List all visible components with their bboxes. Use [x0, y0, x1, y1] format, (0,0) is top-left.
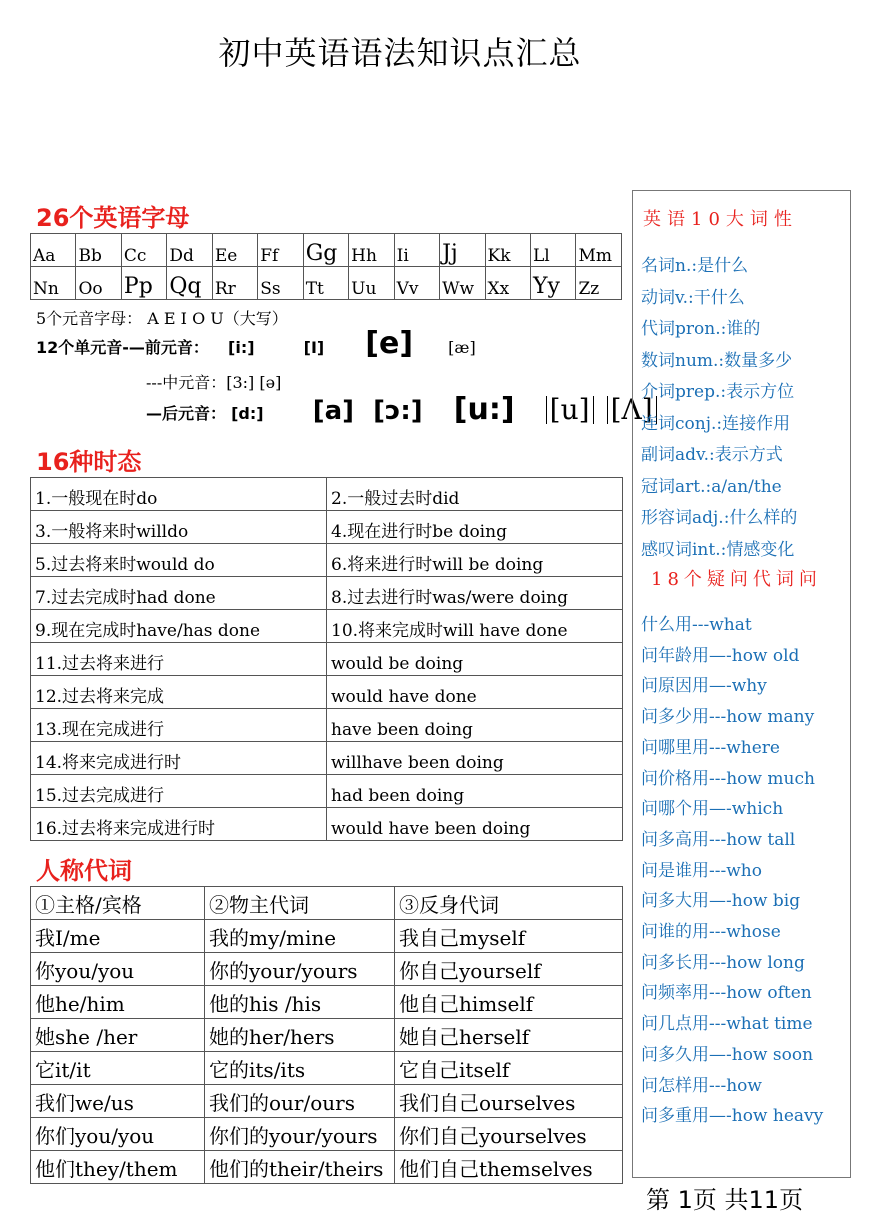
question-word-item: 问多重用—-how heavy — [641, 1106, 824, 1127]
alphabet-cell: Uu — [349, 267, 394, 300]
alphabet-cell: Hh — [349, 234, 394, 267]
tense-cell: 11.过去将来进行 — [31, 643, 327, 676]
question-word-item: 问谁的用---whose — [641, 922, 781, 942]
question-word-item: 问几点用---what time — [641, 1014, 813, 1035]
alphabet-cell: Ii — [394, 234, 439, 267]
phonetic-symbol: [æ] — [448, 338, 476, 357]
part-of-speech-item: 数词num.:数量多少 — [641, 350, 793, 371]
pronoun-cell: 她自己herself — [395, 1019, 623, 1052]
pronoun-cell: 它的its/its — [205, 1052, 395, 1085]
question-word-item: 问频率用---how often — [641, 983, 812, 1004]
question-word-item: 什么用---what — [641, 615, 752, 635]
question-word-item: 问价格用---how much — [641, 768, 815, 789]
pronoun-cell: 他的his /his — [205, 986, 395, 1019]
tense-cell: had been doing — [327, 775, 623, 808]
tense-cell: 16.过去将来完成进行时 — [31, 808, 327, 841]
pronoun-cell: 你们的your/yours — [205, 1118, 395, 1151]
pronoun-cell: 它it/it — [31, 1052, 205, 1085]
alphabet-cell: Mm — [576, 234, 622, 267]
pronoun-cell: 你们you/you — [31, 1118, 205, 1151]
phonetic-symbol: [u:] — [453, 392, 515, 427]
pronoun-row — [31, 1118, 623, 1151]
question-word-item: 问多大用—-how big — [641, 891, 801, 912]
part-of-speech-item: 副词adv.:表示方式 — [641, 445, 783, 465]
alphabet-cell: Cc — [121, 234, 166, 267]
tense-row — [31, 742, 623, 775]
question-words-heading: 18个疑问代词问 — [651, 569, 822, 590]
phonetic-symbol: [d:] — [231, 404, 264, 423]
alphabet-cell: Zz — [576, 267, 622, 300]
tense-cell: 2.一般过去时did — [327, 478, 623, 511]
tense-row — [31, 478, 623, 511]
tense-cell: would have done — [327, 676, 623, 709]
pronoun-row — [31, 1052, 623, 1085]
pronoun-header-row — [31, 887, 623, 920]
alphabet-cell: Ll — [530, 234, 575, 267]
page-number: 第 1页 共11页 — [646, 1186, 804, 1214]
question-word-item: 问年龄用—-how old — [641, 645, 800, 666]
question-word-item: 问多久用—-how soon — [641, 1044, 814, 1065]
pronoun-cell: 他自己himself — [395, 986, 623, 1019]
tense-cell: 10.将来完成时will have done — [327, 610, 623, 643]
pronoun-cell: 她she /her — [31, 1019, 205, 1052]
tense-cell: 5.过去将来时would do — [31, 544, 327, 577]
front-vowels-line — [36, 326, 476, 360]
pronoun-cell: 你you/you — [31, 953, 205, 986]
pronoun-cell: ②物主代词 — [205, 887, 395, 920]
question-word-item: 问怎样用---how — [641, 1075, 762, 1096]
tense-cell: 13.现在完成进行 — [31, 709, 327, 742]
tense-cell: 14.将来完成进行时 — [31, 742, 327, 775]
tense-row — [31, 610, 623, 643]
pronoun-cell: 我们we/us — [31, 1085, 205, 1118]
pronoun-row — [31, 953, 623, 986]
pronoun-cell: 我自己myself — [395, 920, 623, 953]
alphabet-cell: Oo — [76, 267, 121, 300]
tense-cell: 7.过去完成时had done — [31, 577, 327, 610]
alphabet-cell: Ff — [258, 234, 303, 267]
pronoun-cell: 我们的our/ours — [205, 1085, 395, 1118]
question-word-item: 问多少用---how many — [641, 707, 815, 728]
alphabet-cell: Bb — [76, 234, 121, 267]
alphabet-cell: Qq — [167, 267, 212, 300]
part-of-speech-item: 代词pron.:谁的 — [641, 319, 761, 339]
alphabet-cell: Ee — [212, 234, 257, 267]
pronoun-cell: 我的my/mine — [205, 920, 395, 953]
phonetic-symbol: [i:] — [228, 338, 255, 357]
tense-cell: willhave been doing — [327, 742, 623, 775]
tense-cell: 4.现在进行时be doing — [327, 511, 623, 544]
alphabet-cell: Ss — [258, 267, 303, 300]
phonetic-symbol: [ɔ:] — [373, 396, 423, 426]
question-word-item: 问哪里用---where — [641, 737, 780, 758]
pronoun-cell: 你们自己yourselves — [395, 1118, 623, 1151]
pronoun-cell: 他们they/them — [31, 1151, 205, 1184]
phonetic-symbol: [a] — [312, 396, 354, 426]
alphabet-cell: Gg — [303, 234, 348, 267]
pronoun-row — [31, 1151, 623, 1184]
question-word-item: 问原因用—-why — [641, 676, 767, 697]
tense-row — [31, 709, 623, 742]
part-of-speech-item: 形容词adj.:什么样的 — [641, 508, 798, 528]
alphabet-cell: Rr — [212, 267, 257, 300]
alphabet-cell: Pp — [121, 267, 166, 300]
phonetic-symbol: [u] — [546, 396, 594, 424]
tense-row — [31, 544, 623, 577]
pronoun-cell: 她的her/hers — [205, 1019, 395, 1052]
pronoun-cell: 他们自己themselves — [395, 1151, 623, 1184]
part-of-speech-item: 冠词art.:a/an/the — [641, 476, 782, 497]
tense-cell: 12.过去将来完成 — [31, 676, 327, 709]
question-word-item: 问多高用---how tall — [641, 829, 796, 850]
alphabet-cell: Yy — [530, 267, 575, 300]
alphabet-cell: Dd — [167, 234, 212, 267]
pronoun-row — [31, 1019, 623, 1052]
tense-cell: have been doing — [327, 709, 623, 742]
parts-of-speech-heading: 英语10大词性 — [643, 209, 798, 230]
part-of-speech-item: 介词prep.:表示方位 — [641, 382, 795, 402]
pronoun-row — [31, 986, 623, 1019]
part-of-speech-item: 连词conj.:连接作用 — [641, 413, 791, 434]
back-vowels-label: —后元音： — [146, 404, 227, 423]
vowel-letters-line: 5个元音字母： A E I O U（大写） — [36, 309, 288, 328]
pronoun-cell: ③反身代词 — [395, 887, 623, 920]
pronoun-cell: ①主格/宾格 — [31, 887, 205, 920]
tense-row — [31, 511, 623, 544]
alphabet-cell: Nn — [31, 267, 76, 300]
alphabet-cell: Xx — [485, 267, 530, 300]
phonetic-symbol: [e] — [365, 326, 414, 361]
alphabet-row-2 — [31, 267, 622, 300]
part-of-speech-item: 动词v.:干什么 — [641, 287, 745, 308]
alphabet-cell: Aa — [31, 234, 76, 267]
middle-vowels-line: ---中元音：[3:] [ə] — [146, 373, 282, 392]
tense-row — [31, 676, 623, 709]
pronoun-cell: 我们自己ourselves — [395, 1085, 623, 1118]
pronoun-cell: 他们的their/theirs — [205, 1151, 395, 1184]
pronoun-cell: 他he/him — [31, 986, 205, 1019]
alphabet-cell: Ww — [440, 267, 485, 300]
tense-cell: would have been doing — [327, 808, 623, 841]
tense-cell: 6.将来进行时will be doing — [327, 544, 623, 577]
tense-cell: 9.现在完成时have/has done — [31, 610, 327, 643]
tense-row — [31, 577, 623, 610]
pronoun-cell: 它自己itself — [395, 1052, 623, 1085]
tense-cell: 8.过去进行时was/were doing — [327, 577, 623, 610]
tense-row — [31, 775, 623, 808]
tense-cell: 3.一般将来时willdo — [31, 511, 327, 544]
page-title: 初中英语语法知识点汇总 — [218, 34, 582, 72]
phonetic-symbol: [I] — [303, 338, 325, 357]
alphabet-table — [30, 233, 622, 300]
tense-cell: 1.一般现在时do — [31, 478, 327, 511]
front-vowels-label: 12个单元音-—前元音： — [36, 338, 209, 357]
pronoun-row — [31, 1085, 623, 1118]
pronoun-cell: 你的your/yours — [205, 953, 395, 986]
alphabet-cell: Vv — [394, 267, 439, 300]
back-vowels-line — [146, 392, 657, 432]
tense-cell: would be doing — [327, 643, 623, 676]
part-of-speech-item: 名词n.:是什么 — [641, 256, 749, 276]
part-of-speech-item: 感叹词int.:情感变化 — [641, 539, 795, 560]
question-word-item: 问哪个用—-which — [641, 799, 784, 820]
question-word-item: 问是谁用---who — [641, 860, 762, 881]
pronouns-table — [30, 886, 623, 1184]
tense-row — [31, 808, 623, 841]
tenses-table — [30, 477, 623, 841]
tense-row — [31, 643, 623, 676]
sidebar-panel — [632, 190, 851, 1178]
question-word-item: 问多长用---how long — [641, 952, 805, 973]
alphabet-row-1 — [31, 234, 622, 267]
tenses-heading: 16种时态 — [36, 448, 142, 476]
alphabet-cell: Jj — [440, 234, 485, 267]
tense-cell: 15.过去完成进行 — [31, 775, 327, 808]
pronoun-cell: 你自己yourself — [395, 953, 623, 986]
pronouns-heading: 人称代词 — [36, 857, 132, 885]
pronoun-cell: 我I/me — [31, 920, 205, 953]
alphabet-cell: Kk — [485, 234, 530, 267]
alphabet-cell: Tt — [303, 267, 348, 300]
phonetic-symbol: [Λ] — [607, 396, 657, 424]
pronoun-row — [31, 920, 623, 953]
alphabet-heading: 26个英语字母 — [36, 204, 190, 232]
